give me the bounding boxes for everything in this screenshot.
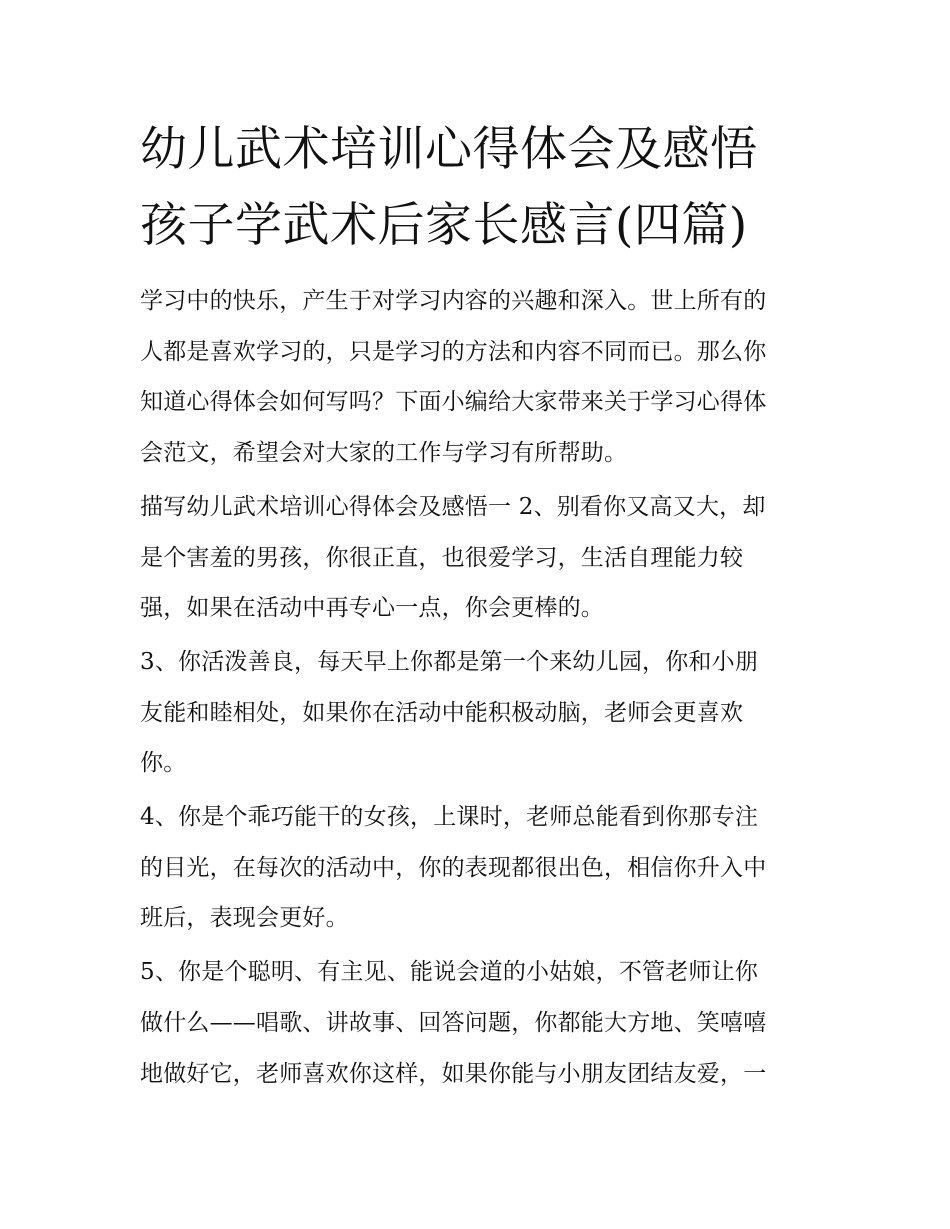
text-line: 5、你是个聪明、有主见、能说会道的小姑娘，不管老师让你	[140, 959, 759, 986]
text-line: 4、你是个乖巧能干的女孩，上课时，老师总能看到你那专注	[140, 804, 759, 831]
paragraph-section-one	[140, 482, 812, 634]
text-line: 知道心得体会如何写吗？下面小编给大家带来关于学习心得体	[140, 389, 767, 416]
paragraph-item-3	[140, 637, 812, 789]
text-line: 地做好它，老师喜欢你这样，如果你能与小朋友团结友爱，一	[140, 1060, 767, 1087]
text-line: 班后，表现会更好。	[140, 905, 349, 932]
document-page	[140, 112, 812, 1102]
text-line: 会范文，希望会对大家的工作与学习有所帮助。	[140, 440, 628, 467]
text-line: 做什么——唱歌、讲故事、回答问题，你都能大方地、笑嘻嘻	[140, 1009, 767, 1036]
text-line: 人都是喜欢学习的，只是学习的方法和内容不同而已。那么你	[140, 338, 767, 365]
text-line: 学习中的快乐，产生于对学习内容的兴趣和深入。世上所有的	[140, 288, 767, 314]
text-line: 描写幼儿武术培训心得体会及感悟一 2、别看你又高又大，却	[140, 493, 766, 520]
paragraph-item-5	[140, 947, 812, 1099]
paragraph-intro	[140, 276, 812, 479]
title-line-1: 幼儿武术培训心得体会及感悟	[140, 122, 758, 177]
text-line: 强，如果在活动中再专心一点，你会更棒的。	[140, 595, 604, 622]
document-title	[140, 112, 812, 264]
text-line: 友能和睦相处，如果你在活动中能积极动脑，老师会更喜欢	[140, 699, 744, 726]
title-line-2: 孩子学武术后家长感言(四篇)	[140, 198, 748, 253]
paragraph-item-4	[140, 792, 812, 944]
text-line: 的目光，在每次的活动中，你的表现都很出色，相信你升入中	[140, 854, 767, 881]
text-line: 是个害羞的男孩，你很正直，也很爱学习，生活自理能力较	[140, 544, 744, 571]
document-body	[140, 276, 812, 1099]
text-line: 3、你活泼善良，每天早上你都是第一个来幼儿园，你和小朋	[140, 648, 759, 675]
text-line: 你。	[140, 750, 187, 777]
